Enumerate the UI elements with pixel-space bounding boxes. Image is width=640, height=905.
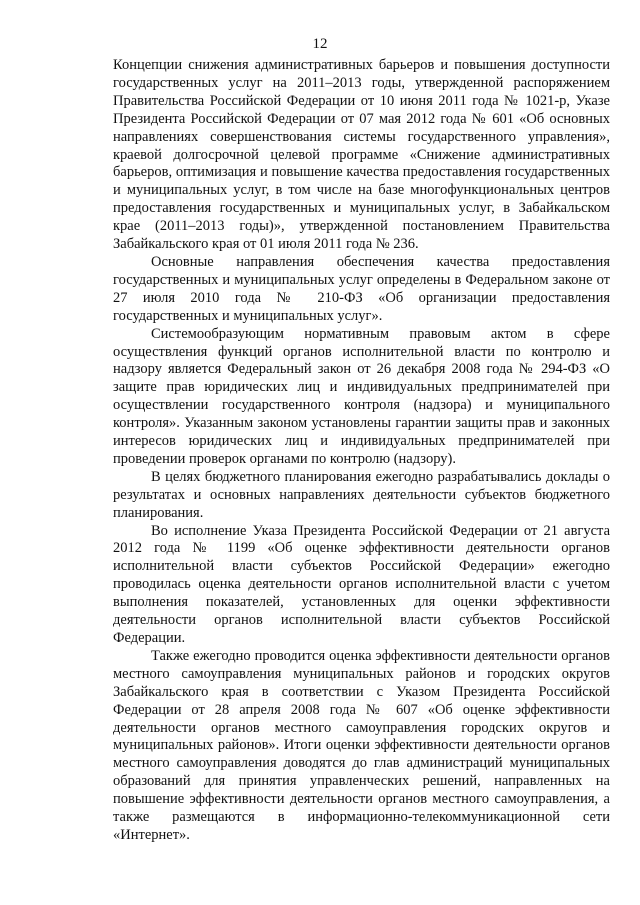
paragraph-1-continuation: Концепции снижения административных барьеров и повышения доступности государственных услуг на 2011–2013 годы, утвержденной распоряжением Правительства Российской Федерации от 10 июня 2011 года № 1021-р, Указе Президента Российской Федерации от 07 мая 2012 года № 601 «Об основных направлениях совершенствования системы государственного управления», краевой долгосрочной целевой программе «Снижение административных барьеров, оптимизация и повышение качества предоставления государственных и муниципальных услуг, в том числе на базе многофункциональных центров предоставления государственных и муниципальных услуг, в Забайкальском крае (2011–2013 годы)», утвержденной постановлением Правительства Забайкальского края от 01 июля 2011 года № 236. bbox=[113, 57, 610, 253]
paragraph-6: Также ежегодно проводится оценка эффективности деятельности органов местного самоуправления муниципальных районов и городских округов Забайкальского края в соответствии с Указом Президента Российской Федерации от 28 апреля 2008 года № 607 «Об оценке эффективности деятельности органов местного самоуправления городских округов и муниципальных районов». Итоги оценки эффективности деятельности органов местного самоуправления доводятся до глав администраций муниципальных образований для принятия управленческих решений, направленных на повышение эффективности деятельности органов местного самоуправления, а также размещаются в информационно-телекоммуникационной сети «Интернет». bbox=[113, 647, 610, 843]
paragraph-2: Основные направления обеспечения качества предоставления государственных и муниципальных услуг определены в Федеральном законе от 27 июля 2010 года № 210-ФЗ «Об организации предоставления государственных и муниципальных услуг». bbox=[113, 253, 610, 324]
paragraph-4: В целях бюджетного планирования ежегодно разрабатывались доклады о результатах и основных направлениях деятельности субъектов бюджетного планирования. bbox=[113, 468, 610, 521]
page-number: 12 bbox=[312, 36, 328, 52]
paragraph-5: Во исполнение Указа Президента Российской Федерации от 21 августа 2012 года № 1199 «Об оценке эффективности деятельности органов исполнительной власти субъектов Российской Федерации» ежегодно проводилась оценка деятельности органов исполнительной власти с учетом выполнения показателей, установленных для оценки эффективности деятельности органов исполнительной власти субъектов Российской Федерации. bbox=[113, 522, 610, 646]
paragraph-3: Системообразующим нормативным правовым актом в сфере осуществления функций органов исполнительной власти по контролю и надзору является Федеральный закон от 26 декабря 2008 года № 294-ФЗ «О защите прав юридических лиц и индивидуальных предпринимателей при осуществлении государственного контроля (надзора) и муниципального контроля». Указанным законом установлены гарантии защиты прав и законных интересов юридических лиц и индивидуальных предпринимателей при проведении проверок органами по контролю (надзору). bbox=[113, 325, 610, 467]
body-text bbox=[113, 57, 610, 845]
